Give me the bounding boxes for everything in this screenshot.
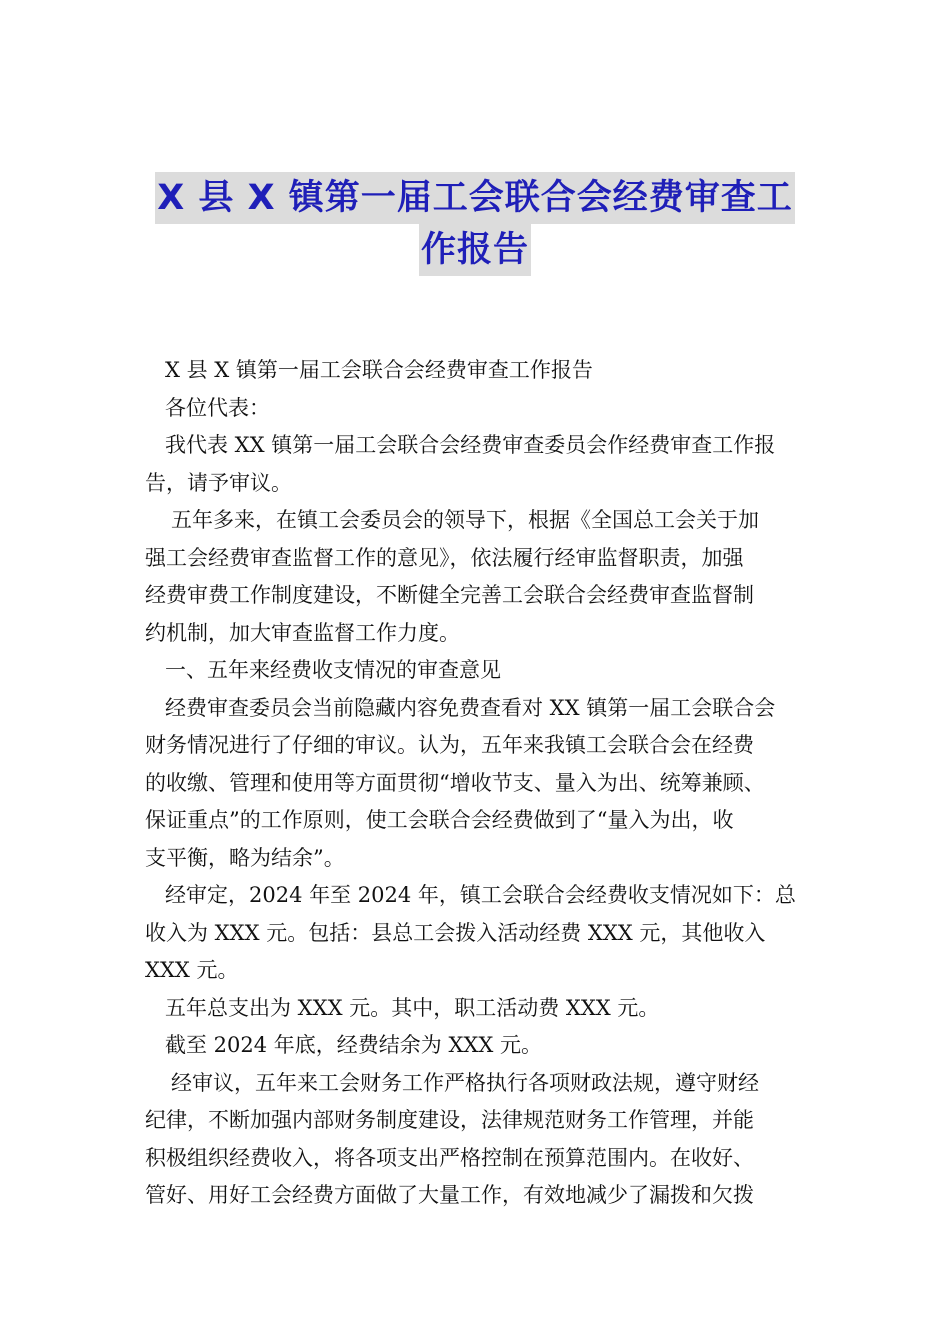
body-line: 五年多来，在镇工会委员会的领导下，根据《全国总工会关于加 [171, 508, 759, 532]
body-line: 经费审费工作制度建设，不断健全完善工会联合会经费审查监督制 [145, 583, 754, 607]
body-line: 经审议，五年来工会财务工作严格执行各项财政法规，遵守财经 [171, 1070, 759, 1095]
body-line: 经费审查委员会当前隐藏内容免费查看对 XX 镇第一届工会联合会 [165, 695, 776, 720]
document-title [140, 172, 810, 276]
body-line: 截至 2024 年底，经费结余为 XXX 元。 [165, 1033, 542, 1057]
document-body [145, 352, 810, 1215]
body-line: 财务情况进行了仔细的审议。认为，五年来我镇工会联合会在经费 [145, 733, 754, 757]
title-line-1: X 县 X 镇第一届工会联合会经费审查工 [155, 172, 795, 224]
body-line: 收入为 XXX 元。包括：县总工会拨入活动经费 XXX 元，其他收入 [145, 920, 766, 945]
body-line: X 县 X 镇第一届工会联合会经费审查工作报告 [165, 358, 593, 382]
body-line: 五年总支出为 XXX 元。其中，职工活动费 XXX 元。 [165, 995, 660, 1020]
body-line: 积极组织经费收入，将各项支出严格控制在预算范围内。在收好、 [145, 1145, 754, 1170]
body-line: 约机制，加大审查监督工作力度。 [145, 620, 460, 645]
body-line: 各位代表： [165, 395, 270, 420]
title-line-2: 作报告 [419, 224, 531, 276]
body-line: 纪律，不断加强内部财务制度建设，法律规范财务工作管理，并能 [145, 1108, 754, 1132]
body-line: 支平衡，略为结余”。 [145, 845, 345, 870]
body-line: 我代表 XX 镇第一届工会联合会经费审查委员会作经费审查工作报 [165, 433, 776, 457]
body-line: 管好、用好工会经费方面做了大量工作，有效地减少了漏拨和欠拨 [145, 1183, 754, 1207]
body-line: 强工会经费审查监督工作的意见》，依法履行经审监督职责，加强 [145, 545, 744, 570]
body-line: 告，请予审议。 [145, 470, 292, 495]
body-line: 保证重点”的工作原则，使工会联合会经费做到了“量入为出，收 [145, 808, 734, 832]
body-line: 的收缴、管理和使用等方面贯彻“增收节支、量入为出、统筹兼顾、 [145, 770, 765, 795]
body-line: 一、五年来经费收支情况的审查意见 [165, 658, 501, 682]
body-line: 经审定，2024 年至 2024 年，镇工会联合会经费收支情况如下：总 [165, 883, 796, 907]
body-line: XXX 元。 [145, 958, 239, 982]
